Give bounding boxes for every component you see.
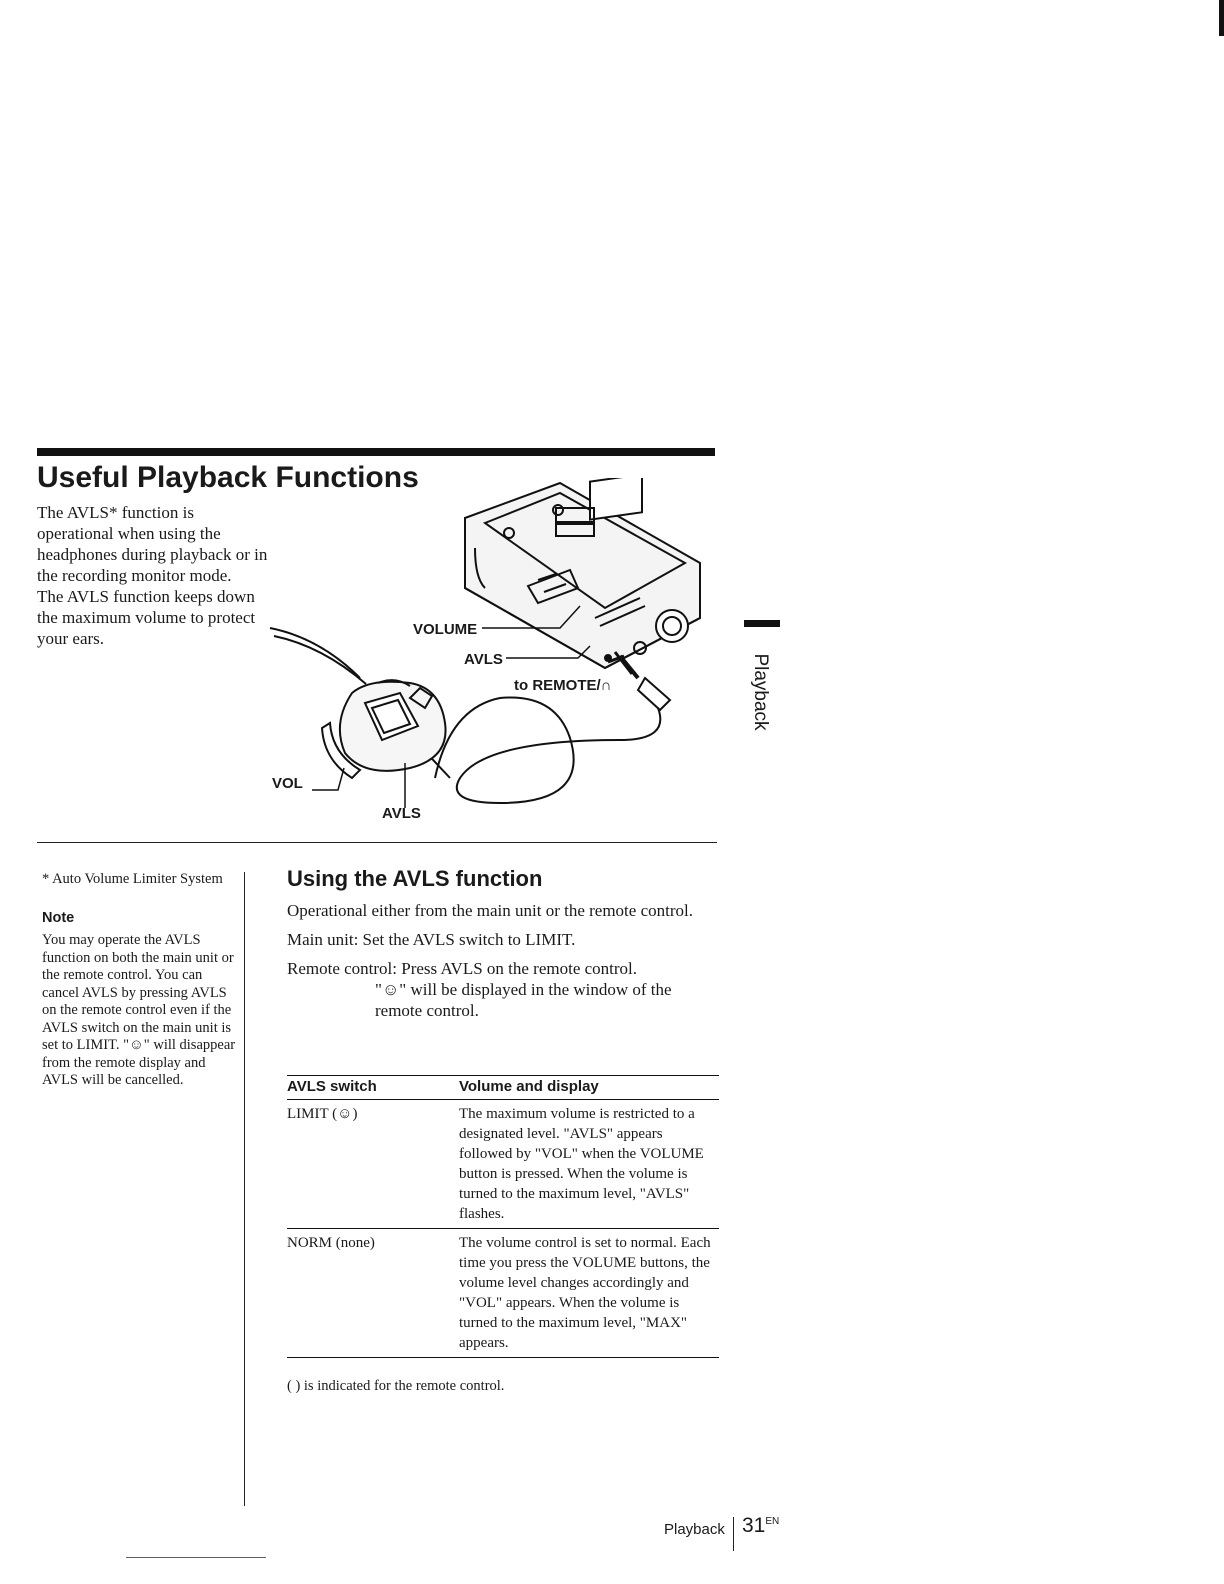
remote-instruction-detail: "☺" will be displayed in the window of the remote control. — [375, 980, 672, 1020]
cell-desc-norm: The volume control is set to normal. Each time you press the VOLUME buttons, the volume level changes accordingly and "VOL" appears. When the volume is turned to the maximum level, "MAX" appears. — [459, 1229, 719, 1358]
note-text: You may operate the AVLS function on both the main unit or the remote control. You can cancel AVLS by pressing AVLS on the remote control even if the AVLS switch on the main unit is set to LIMIT. "☺" will disappear from the remote display and AVLS will be cancelled. — [42, 932, 236, 1088]
intro-text — [37, 502, 272, 649]
section-top-bar — [37, 448, 715, 456]
remote-instruction: Remote control: Press AVLS on the remote control. — [287, 959, 638, 978]
avls-unit-callout: AVLS — [464, 651, 503, 668]
note-heading: Note — [42, 910, 75, 926]
table-header-row — [287, 1076, 719, 1100]
footer-section-label: Playback — [664, 1521, 725, 1538]
page-language-suffix: EN — [765, 1516, 780, 1527]
avls-section — [287, 866, 719, 1029]
device-illustration — [260, 478, 730, 828]
footer-separator — [733, 1517, 734, 1551]
table-note: ( ) is indicated for the remote control. — [287, 1378, 505, 1394]
remote-jack-callout: to REMOTE/∩ — [514, 677, 612, 694]
avls-intro: Operational either from the main unit or the remote control. — [287, 901, 693, 920]
side-tab-bar — [744, 620, 780, 627]
side-tab — [740, 620, 780, 730]
avls-heading: Using the AVLS function — [287, 866, 543, 891]
page-number-value: 31 — [742, 1514, 766, 1537]
section-title: Useful Playback Functions — [37, 461, 419, 494]
table-row — [287, 1100, 719, 1229]
intro-paragraph-1: The AVLS* function is operational when using the headphones during playback or in the recording monitor mode. — [37, 503, 268, 585]
avls-remote-callout: AVLS — [382, 805, 421, 822]
side-tab-label: Playback — [750, 653, 771, 731]
footnote: * Auto Volume Limiter System — [42, 871, 223, 887]
side-column — [42, 870, 237, 1090]
col-header-switch: AVLS switch — [287, 1076, 459, 1100]
vol-callout: VOL — [272, 775, 303, 792]
page-edge-mark — [1219, 0, 1224, 36]
cell-switch-limit: LIMIT (☺) — [287, 1100, 459, 1229]
column-divider — [244, 872, 245, 1506]
section-divider — [37, 842, 717, 843]
cell-switch-norm: NORM (none) — [287, 1229, 459, 1358]
bottom-edge-line — [126, 1557, 266, 1558]
page-number — [742, 1514, 779, 1538]
intro-paragraph-2: The AVLS function keeps down the maximum volume to protect your ears. — [37, 587, 256, 648]
table-row — [287, 1229, 719, 1358]
avls-table — [287, 1075, 719, 1358]
cell-desc-limit: The maximum volume is restricted to a designated level. "AVLS" appears followed by "VOL" when the VOLUME button is pressed. When the volume is turned to the maximum level, "AVLS" flashes. — [459, 1100, 719, 1229]
main-unit-instruction: Main unit: Set the AVLS switch to LIMIT. — [287, 930, 576, 949]
volume-callout: VOLUME — [413, 621, 478, 638]
col-header-volume: Volume and display — [459, 1076, 719, 1100]
